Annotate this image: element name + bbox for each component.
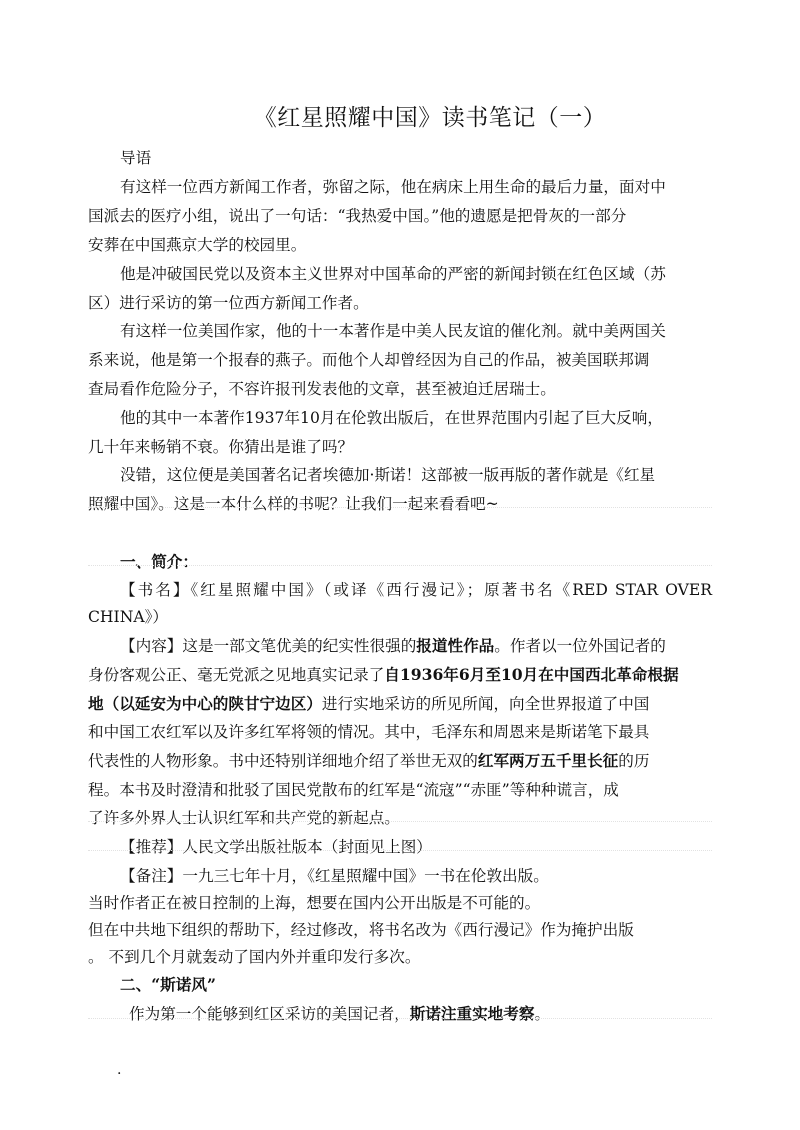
note-line: 当时作者正在被日控制的上海，想要在国内公开出版是不可能的。 bbox=[88, 894, 541, 912]
intro-line: 安葬在中国燕京大学的校园里。 bbox=[88, 236, 307, 254]
snow-text: 作为第一个能够到红区采访的美国记者， bbox=[129, 1005, 410, 1023]
intro-heading: 导语 bbox=[120, 149, 152, 167]
intro-line: 他的其中一本著作1937年10月在伦敦出版后，在世界范围内引起了巨大反响， bbox=[120, 409, 663, 427]
content-text: 进行实地采访的所见所闻，向全世界报道了中国 bbox=[321, 695, 650, 713]
book-name-line: 【书名】《红星照耀中国》（或译《西行漫记》；原著书名《RED STAR OVER bbox=[120, 581, 712, 599]
content-text: 【内容】这是一部文笔优美的纪实性很强的 bbox=[120, 637, 417, 655]
content-highlight: 自1936年6月至10月在中国西北革命根据 bbox=[384, 665, 679, 684]
section-heading-snow: 二、“斯诺风” bbox=[120, 975, 216, 994]
recommend-line: 【推荐】人民文学出版社版本（封面见上图） bbox=[120, 838, 432, 856]
snow-line bbox=[129, 1004, 550, 1024]
content-text: 代表性的人物形象。书中还特别详细地介绍了举世无双的 bbox=[88, 752, 478, 770]
divider bbox=[88, 850, 712, 851]
intro-line: 没错，这位便是美国著名记者埃德加·斯诺！这部被一版再版的著作就是《红星 bbox=[120, 466, 656, 484]
intro-line: 有这样一位西方新闻工作者，弥留之际，他在病床上用生命的最后力量，面对中 bbox=[120, 178, 666, 196]
note-line: 但在中共地下组织的帮助下，经过修改，将书名改为《西行漫记》作为掩护出版 bbox=[88, 921, 634, 939]
content-highlight: 地（以延安为中心的陕甘宁边区） bbox=[88, 694, 322, 713]
intro-line: 查局看作危险分子，不容许报刊发表他的文章，甚至被迫迁居瑞士。 bbox=[88, 380, 556, 398]
intro-line: 系来说，他是第一个报春的燕子。而他个人却曾经因为自己的作品，被美国联邦调 bbox=[88, 351, 650, 369]
content-highlight: 红军两万五千里长征 bbox=[477, 751, 619, 770]
content-text: 。作者以一位外国记者的 bbox=[494, 637, 666, 655]
content-highlight: 报道性作品 bbox=[416, 636, 495, 655]
intro-line: 他是冲破国民党以及资本主义世界对中国革命的严密的新闻封锁在红色区域（苏 bbox=[120, 265, 666, 283]
content-line bbox=[88, 694, 649, 714]
content-line: 了许多外界人士认识红军和共产党的新起点。 bbox=[88, 809, 400, 827]
divider bbox=[88, 507, 712, 508]
document-title: 《红星照耀中国》读书笔记（一） bbox=[253, 105, 607, 131]
note-line: 。 不到几个月就轰动了国内外并重印发行多次。 bbox=[88, 948, 421, 966]
intro-line: 照耀中国》。这是一本什么样的书呢？让我们一起来看看吧~ bbox=[88, 495, 499, 513]
intro-line: 几十年来畅销不衰。你猜出是谁了吗？ bbox=[88, 438, 354, 456]
divider bbox=[88, 1018, 712, 1019]
snow-highlight: 斯诺注重实地考察 bbox=[409, 1004, 535, 1023]
content-line: 和中国工农红军以及许多红军将领的情况。其中，毛泽东和周恩来是斯诺笔下最具 bbox=[88, 723, 650, 741]
divider bbox=[88, 821, 712, 822]
content-line bbox=[120, 636, 666, 656]
intro-line: 区）进行采访的第一位西方新闻工作者。 bbox=[88, 294, 369, 312]
content-line: 程。本书及时澄清和批驳了国民党散布的红军是“流寇”“赤匪”等种种谎言，成 bbox=[88, 781, 619, 799]
snow-text: 。 bbox=[534, 1005, 551, 1023]
content-line bbox=[88, 665, 679, 685]
section-heading-intro: 一、简介： bbox=[120, 552, 198, 571]
footer-dot: . bbox=[117, 1062, 122, 1078]
content-line bbox=[88, 751, 649, 771]
intro-line: 国派去的医疗小组，说出了一句话：“我热爱中国。”他的遗愿是把骨灰的一部分 bbox=[88, 207, 627, 225]
content-text: 的历 bbox=[618, 752, 650, 770]
note-line: 【备注】一九三七年十月，《红星照耀中国》一书在伦敦出版。 bbox=[120, 867, 549, 885]
book-name-line: CHINA》） bbox=[88, 608, 168, 626]
intro-line: 有这样一位美国作家，他的十一本著作是中美人民友谊的催化剂。就中美两国关 bbox=[120, 322, 666, 340]
content-text: 身份客观公正、毫无党派之见地真实记录了 bbox=[88, 666, 385, 684]
divider bbox=[88, 565, 712, 566]
